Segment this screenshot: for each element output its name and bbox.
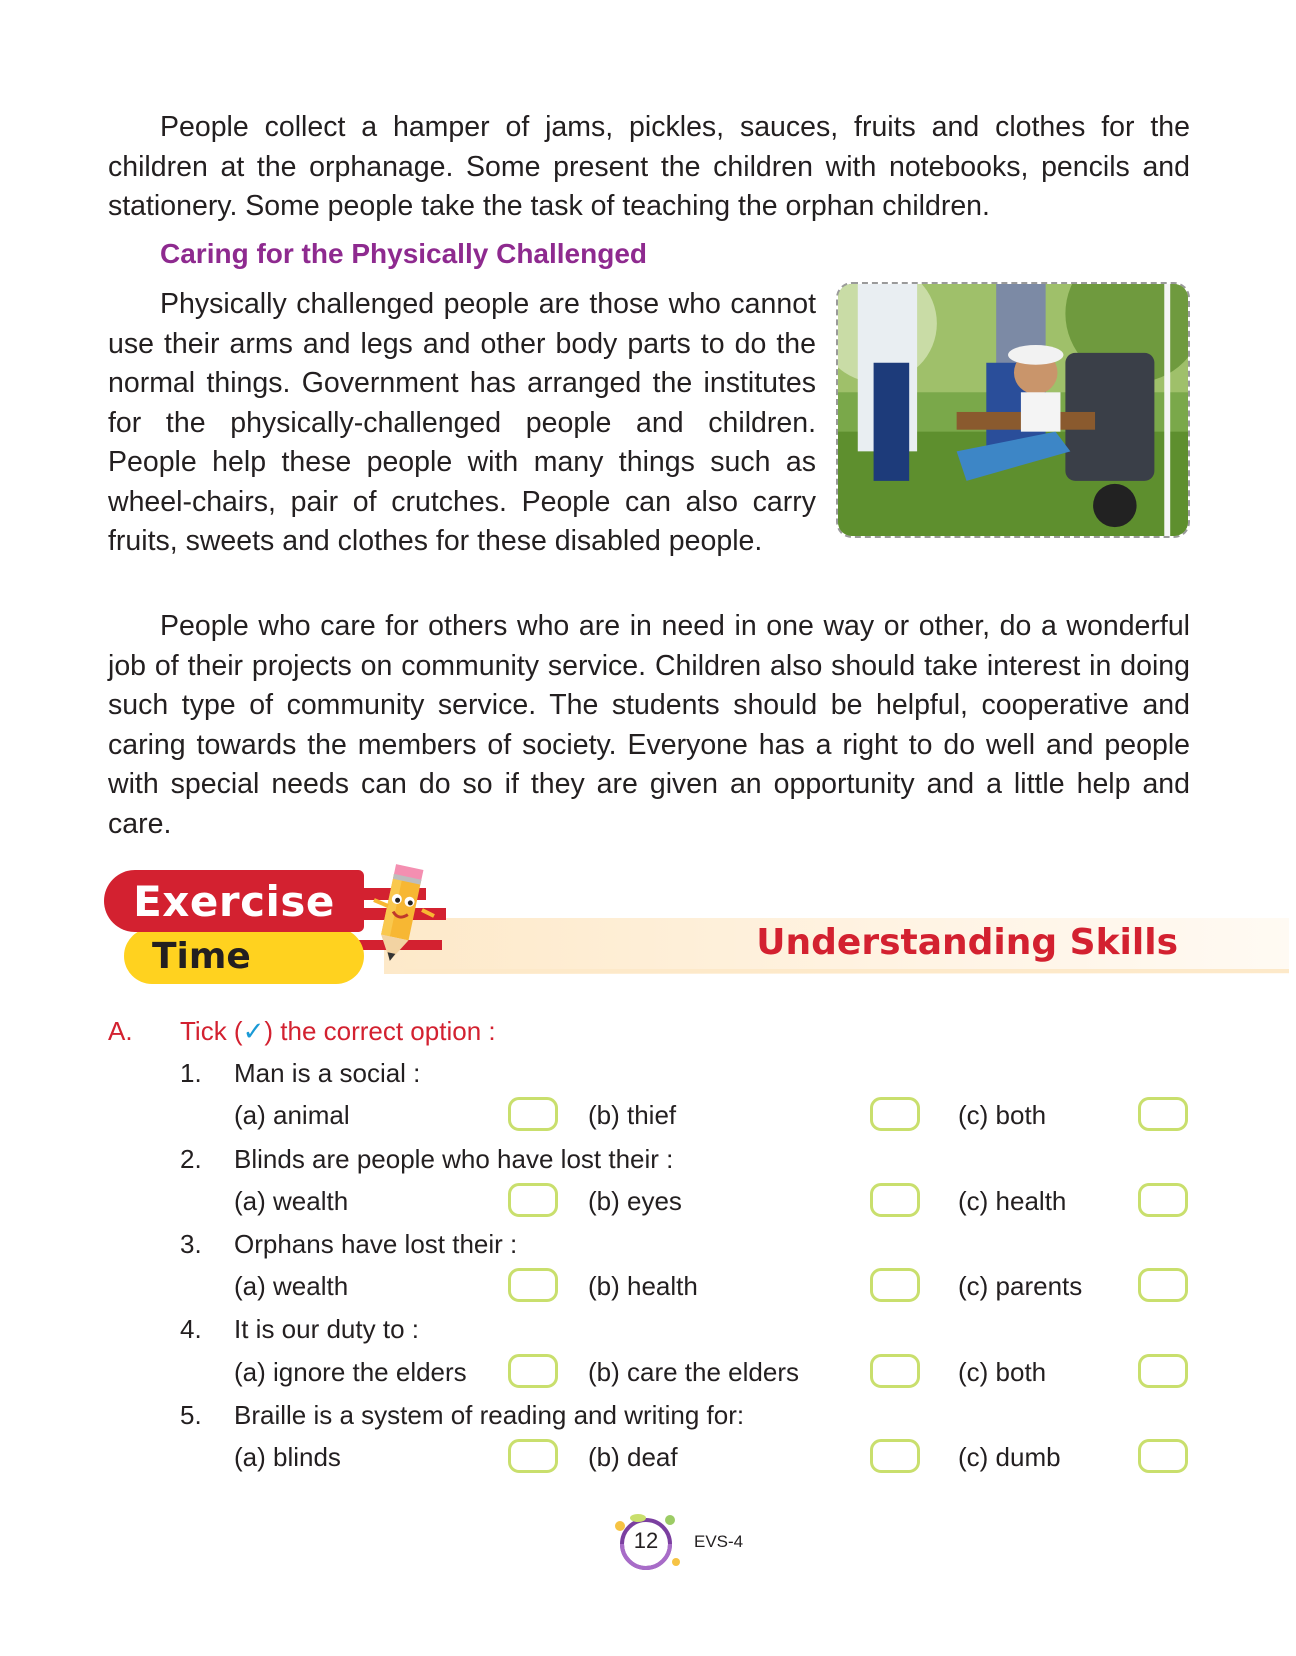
option-label: (c) dumb xyxy=(958,1442,1061,1472)
question-number: 4. xyxy=(180,1314,202,1344)
paragraph-physically-challenged: Physically challenged people are those who cannot use their arms and legs and other body parts to do the normal things. Government has arranged the institutes for the physically-challenged people and children. People help these people with many things such as wheel-chairs, pair of crutches. People can also carry fruits, sweets and clothes for these disabled people. xyxy=(108,288,816,557)
option-label: (a) animal xyxy=(234,1100,350,1130)
option-label: (a) blinds xyxy=(234,1442,341,1472)
option-label: (c) parents xyxy=(958,1271,1083,1301)
answer-checkbox[interactable] xyxy=(1138,1183,1188,1217)
answer-checkbox[interactable] xyxy=(1138,1439,1188,1473)
tick-icon: ✓ xyxy=(242,1016,265,1046)
time-label: Time xyxy=(124,928,364,984)
question-number: 1. xyxy=(180,1058,202,1088)
option-label: (b) eyes xyxy=(588,1186,682,1216)
page-number: 12 xyxy=(633,1528,659,1553)
banner-strip-underline xyxy=(404,969,1289,973)
option-label: (b) health xyxy=(588,1271,698,1301)
pencil-mascot-icon xyxy=(360,858,440,968)
option-label: (c) both xyxy=(958,1100,1047,1130)
option-label: (a) wealth xyxy=(234,1186,349,1216)
option-label: (a) wealth xyxy=(234,1271,349,1301)
answer-checkbox[interactable] xyxy=(870,1183,920,1217)
option-label: (b) deaf xyxy=(588,1442,678,1472)
wheelchair-photo xyxy=(836,282,1190,538)
answer-checkbox[interactable] xyxy=(1138,1097,1188,1131)
option-label: (b) care the elders xyxy=(588,1357,799,1387)
instruction-after: ) the correct option : xyxy=(264,1016,496,1046)
answer-checkbox[interactable] xyxy=(508,1268,558,1302)
section-heading: Caring for the Physically Challenged xyxy=(160,238,648,269)
paragraph-orphanage: People collect a hamper of jams, pickles, sauces, fruits and clothes for the children at the orphanage. Some present the children with notebooks, pencils and stationery. Some people take the task of teaching the orphan children. xyxy=(108,111,1190,222)
exercise-banner xyxy=(104,858,1194,988)
question-number: 2. xyxy=(180,1144,202,1174)
exercise-label: Exercise xyxy=(104,870,364,932)
answer-checkbox[interactable] xyxy=(870,1354,920,1388)
answer-checkbox[interactable] xyxy=(870,1097,920,1131)
question-text: Orphans have lost their : xyxy=(234,1229,518,1259)
question-number: 5. xyxy=(180,1400,202,1430)
answer-checkbox[interactable] xyxy=(508,1097,558,1131)
paragraph-community-service: People who care for others who are in need in one way or other, do a wonderful job of their projects on community service. Children also should take interest in doing such type of community service. The students should be helpful, cooperative and caring towards the members of society. Everyone has a right to do well and people with special needs can do so if they are given an opportunity and a little help and care. xyxy=(108,610,1190,840)
exercise-letter: A. xyxy=(108,1016,133,1046)
answer-checkbox[interactable] xyxy=(508,1354,558,1388)
answer-checkbox[interactable] xyxy=(870,1439,920,1473)
option-label: (b) thief xyxy=(588,1100,677,1130)
question-text: Braille is a system of reading and writing for: xyxy=(234,1400,745,1430)
option-label: (c) health xyxy=(958,1186,1067,1216)
answer-checkbox[interactable] xyxy=(1138,1354,1188,1388)
question-text: Blinds are people who have lost their : xyxy=(234,1144,674,1174)
question-number: 3. xyxy=(180,1229,202,1259)
book-code: EVS-4 xyxy=(694,1532,744,1551)
option-label: (a) ignore the elders xyxy=(234,1357,467,1387)
answer-checkbox[interactable] xyxy=(870,1268,920,1302)
option-label: (c) both xyxy=(958,1357,1047,1387)
question-text: Man is a social : xyxy=(234,1058,421,1088)
answer-checkbox[interactable] xyxy=(508,1439,558,1473)
question-text: It is our duty to : xyxy=(234,1314,419,1344)
answer-checkbox[interactable] xyxy=(1138,1268,1188,1302)
exercise-instruction xyxy=(180,1016,496,1047)
instruction-before: Tick ( xyxy=(180,1016,243,1046)
understanding-skills-title: Understanding Skills xyxy=(756,922,1178,963)
answer-checkbox[interactable] xyxy=(508,1183,558,1217)
